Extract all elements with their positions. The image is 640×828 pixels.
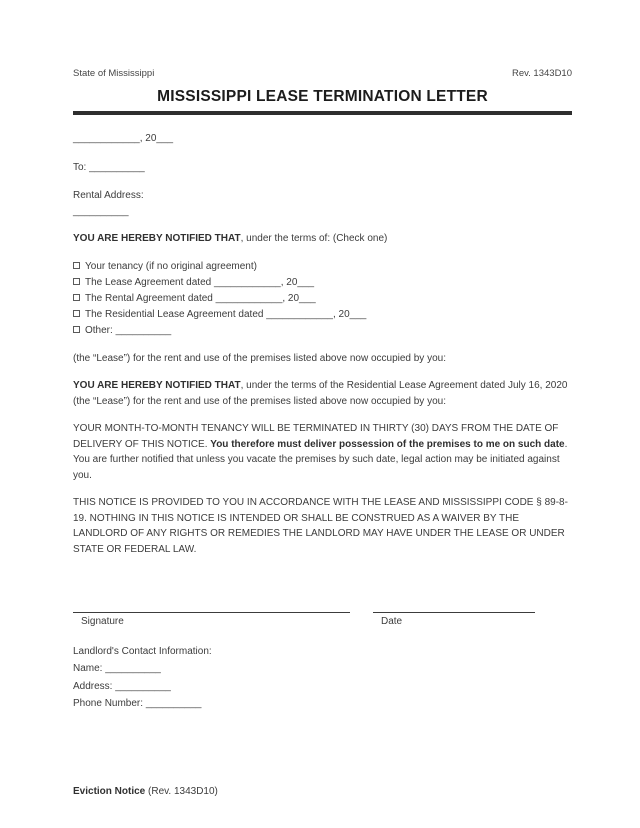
notice-terms-bold: YOU ARE HEREBY NOTIFIED THAT — [73, 233, 241, 244]
option-label: Other: __________ — [85, 324, 172, 336]
notice-terms-paragraph — [73, 231, 572, 247]
termination-paragraph — [73, 421, 572, 483]
phone-label: Phone Number: — [73, 698, 146, 709]
notice-terms-rest: , under the terms of: (Check one) — [240, 233, 388, 244]
footer-title: Eviction Notice — [73, 786, 146, 797]
signature-block — [73, 601, 572, 630]
to-blank: __________ — [89, 161, 145, 173]
date-column — [373, 601, 535, 630]
name-label: Name: — [73, 663, 106, 674]
revision-label: Rev. 1343D10 — [511, 68, 572, 79]
state-label: State of Mississippi — [73, 68, 155, 79]
checkbox-option-list — [73, 259, 572, 339]
name-blank: __________ — [105, 663, 161, 674]
rental-address-block — [73, 188, 572, 219]
lease-clause-paragraph: (the “Lease”) for the rent and use of the premises listed above now occupied by you: — [73, 352, 446, 364]
notice-lease-bold: YOU ARE HEREBY NOTIFIED THAT — [73, 380, 241, 391]
contact-phone-line — [73, 695, 572, 713]
legal-paragraph: THIS NOTICE IS PROVIDED TO YOU IN ACCORDANCE WITH THE LEASE AND MISSISSIPPI CODE § 89-8-19. NOTHING IN THIS NOTICE IS INTENDED OR SHALL BE CONSTRUED AS A WAIVER BY THE LANDLORD OF ANY RIGHTS OR REMEDIES THE LANDLORD MAY HAVE UNDER THE LEASE OR UNDER STATE OR FEDERAL LAW. — [73, 497, 568, 555]
notice-lease-paragraph — [73, 378, 572, 409]
document-header — [73, 68, 572, 80]
checkbox-option-lease-agreement — [73, 275, 572, 291]
date-line — [73, 131, 572, 147]
option-label: The Lease Agreement dated ____________, 20___ — [85, 276, 315, 288]
phone-blank: __________ — [145, 698, 202, 709]
notice-lease-rest: , under the terms of the Residential Lease Agreement dated July 16, 2020 (the “Lease”) for the rent and use of the premises listed above now occupied by you: — [73, 380, 568, 407]
contact-address-line — [73, 678, 572, 696]
document-footer — [73, 784, 218, 800]
checkbox-option-other — [73, 323, 572, 339]
to-label: To: — [73, 161, 90, 173]
option-label: The Residential Lease Agreement dated ____________, 20___ — [85, 308, 367, 320]
checkbox-icon[interactable] — [73, 278, 80, 285]
rental-address-label: Rental Address: — [73, 190, 144, 201]
termination-lead: YOUR MONTH-TO-MONTH TENANCY WILL BE TERMINATED IN THIRTY (30) DAYS FROM THE DATE OF DELIVERY OF THIS NOTICE. — [73, 423, 559, 450]
rental-address-blank: __________ — [73, 205, 129, 217]
address-blank: __________ — [115, 680, 171, 692]
option-label: Your tenancy (if no original agreement) — [85, 260, 257, 272]
signature-label: Signature — [81, 616, 124, 627]
footer-revision: (Rev. 1343D10) — [145, 786, 218, 797]
contact-heading: Landlord's Contact Information: — [73, 645, 212, 657]
checkbox-icon[interactable] — [73, 262, 80, 269]
checkbox-icon[interactable] — [73, 326, 80, 333]
date-blank: ____________, 20___ — [73, 133, 174, 144]
checkbox-option-residential-lease — [73, 307, 572, 323]
signature-line[interactable] — [73, 601, 350, 613]
address-label: Address: — [73, 680, 116, 692]
landlord-contact-block — [73, 643, 572, 713]
title-divider — [73, 111, 572, 115]
checkbox-icon[interactable] — [73, 294, 80, 301]
checkbox-option-tenancy — [73, 259, 572, 275]
checkbox-option-rental-agreement — [73, 291, 572, 307]
date-label: Date — [381, 616, 403, 627]
option-label: The Rental Agreement dated ____________, 20___ — [85, 292, 316, 304]
to-line — [73, 160, 572, 176]
page-title: MISSISSIPPI LEASE TERMINATION LETTER — [157, 88, 488, 105]
date-line-field[interactable] — [373, 601, 535, 613]
signature-column — [73, 601, 350, 630]
termination-bold: You therefore must deliver possession of the premises to me on such date — [210, 438, 565, 450]
termination-tail: . You are further notified that unless you vacate the premises by such date, legal action may be initiated against you. — [73, 438, 568, 481]
contact-name-line — [73, 660, 572, 678]
checkbox-icon[interactable] — [73, 310, 80, 317]
